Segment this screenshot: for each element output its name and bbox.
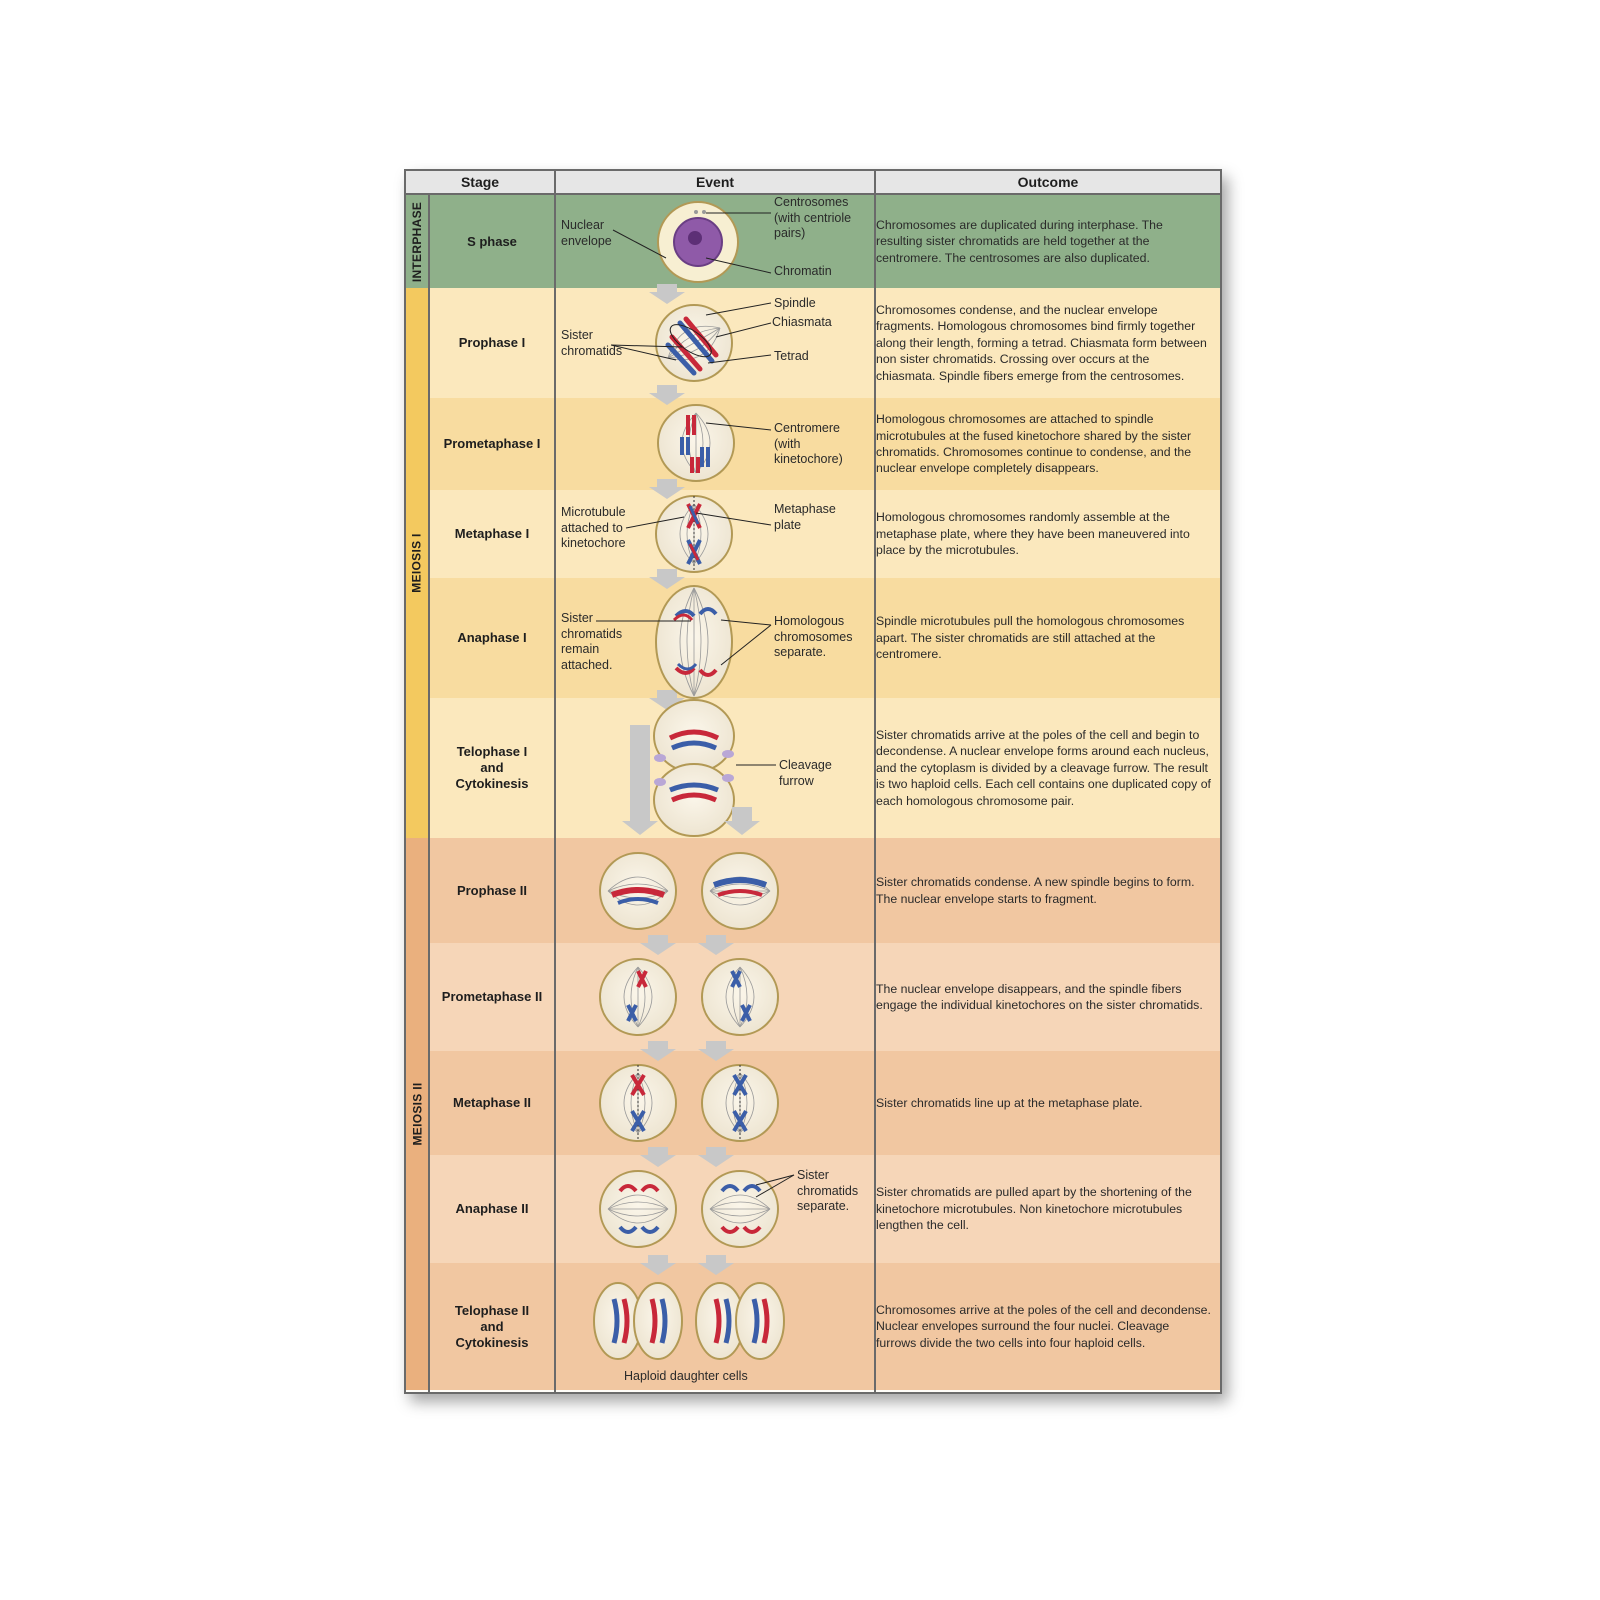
outcome-telophase-2: Chromosomes arrive at the poles of the cell and decondense. Nuclear envelopes surround the four nuclei. Cleavage furrows divide the two cells into four haploid cells. (876, 1302, 1211, 1350)
label-haploid-daughter-cells: Haploid daughter cells (624, 1369, 748, 1383)
label-homologous-separate: Homologous chromosomes separate. (774, 614, 853, 659)
label-sister-separate: Sister chromatids separate. (797, 1168, 859, 1213)
cell-metaphase-2-left (600, 1065, 676, 1141)
arrow-split-left (622, 725, 658, 835)
outcome-prometaphase-2: The nuclear envelope disappears, and the spindle fibers engage the individual kinetochores on the sister chromatids. (876, 981, 1203, 1012)
outcome-metaphase-1: Homologous chromosomes randomly assemble at the metaphase plate, where they have been maneuvered into place by the microtubules. (876, 510, 1190, 558)
label-nuclear-envelope: Nuclear envelope (561, 218, 612, 248)
outcome-anaphase-2: Sister chromatids are pulled apart by the shortening of the kinetochore microtubules. Non kinetochore microtubules lengthen the cell. (876, 1185, 1192, 1233)
stage-s-phase: S phase (467, 233, 517, 249)
outcome-prometaphase-1: Homologous chromosomes are attached to spindle microtubules at the fused kinetochore shared by the sister chromatids. Chromosomes continue to condense, and the nuclear envelope completely disappears. (876, 412, 1192, 476)
stage-prophase-2: Prophase II (456, 882, 528, 898)
stage-prophase-1: Prophase I (458, 335, 526, 350)
cell-metaphase-2-right (702, 1065, 778, 1141)
cell-telophase-2-right (696, 1283, 784, 1359)
stage-anaphase-1: Anaphase I (457, 630, 527, 645)
band-meiosis-1: MEIOSIS I (406, 288, 428, 838)
label-centromere: Centromere (with kinetochore) (774, 421, 843, 466)
header-event: Event (556, 171, 874, 195)
band-interphase: INTERPHASE (406, 195, 428, 288)
band-meiosis-2: MEIOSIS II (406, 838, 428, 1390)
stage-anaphase-2: Anaphase II (455, 1201, 529, 1216)
stage-prometaphase-1: Prometaphase I (443, 436, 541, 451)
header-outcome: Outcome (876, 171, 1220, 195)
label-cleavage-furrow: Cleavage furrow (779, 758, 832, 788)
outcome-prophase-2: Sister chromatids condense. A new spindle begins to form. The nuclear envelope starts to fragment. (876, 875, 1195, 906)
outcome-anaphase-1: Spindle microtubules pull the homologous chromosomes apart. The sister chromatids are still attached at the centromere. (876, 614, 1185, 662)
cell-prophase-1 (656, 305, 732, 381)
cell-metaphase-1 (656, 496, 732, 572)
label-centrosomes: Centrosomes (with centriole pairs) (774, 195, 852, 240)
label-sister-remain: Sister chromatids remain attached. (561, 611, 623, 672)
cell-anaphase-1 (656, 586, 732, 698)
label-metaphase-plate: Metaphase plate (774, 502, 836, 532)
outcome-s-phase: Chromosomes are duplicated during interphase. The resulting sister chromatids are held together at the centromere. The centrosomes are also duplicated. (876, 217, 1163, 265)
stage-telophase-2: Telophase II and Cytokinesis (454, 1302, 530, 1350)
stage-telophase-1: Telophase I and Cytokinesis (455, 744, 529, 791)
label-chiasmata: Chiasmata (772, 315, 832, 329)
cell-s-phase (658, 202, 738, 282)
meiosis-table (404, 169, 1222, 1394)
header-stage: Stage (406, 171, 554, 195)
label-chromatin: Chromatin (774, 264, 832, 278)
stage-metaphase-1: Metaphase I (454, 526, 530, 541)
outcome-prophase-1: Chromosomes condense, and the nuclear envelope fragments. Homologous chromosomes bind firmly together along their length, forming a tetrad. Chiasmata form between non sister chromatids. Crossing over occurs at the chiasmata. Spindle fibers emerge from the centrosomes. (876, 302, 1207, 383)
cell-telophase-1 (654, 700, 734, 836)
outcome-telophase-1: Sister chromatids arrive at the poles of the cell and begin to decondense. A nuclear envelope forms around each nucleus, and the cytoplasm is divided by a cleavage furrow. The result is two haploid cells. Each cell contains one duplicated copy of each homologous chromosome pair. (876, 727, 1211, 808)
label-microtubule: Microtubule attached to kinetochore (561, 505, 626, 550)
label-tetrad: Tetrad (774, 349, 809, 363)
cell-telophase-2-left (594, 1283, 682, 1359)
stage-metaphase-2: Metaphase II (452, 1095, 532, 1110)
stage-prometaphase-2: Prometaphase II (441, 989, 543, 1004)
label-spindle: Spindle (774, 296, 816, 310)
label-sister-chromatids-p1: Sister chromatids (561, 328, 623, 358)
outcome-metaphase-2: Sister chromatids line up at the metaphase plate. (876, 1095, 1143, 1110)
cell-prophase-2-left (600, 853, 676, 929)
cell-anaphase-2-left (600, 1171, 676, 1247)
cell-prometaphase-2-right (702, 959, 778, 1035)
cell-prophase-2-right (702, 853, 778, 929)
cell-prometaphase-1 (658, 405, 734, 481)
cell-prometaphase-2-left (600, 959, 676, 1035)
